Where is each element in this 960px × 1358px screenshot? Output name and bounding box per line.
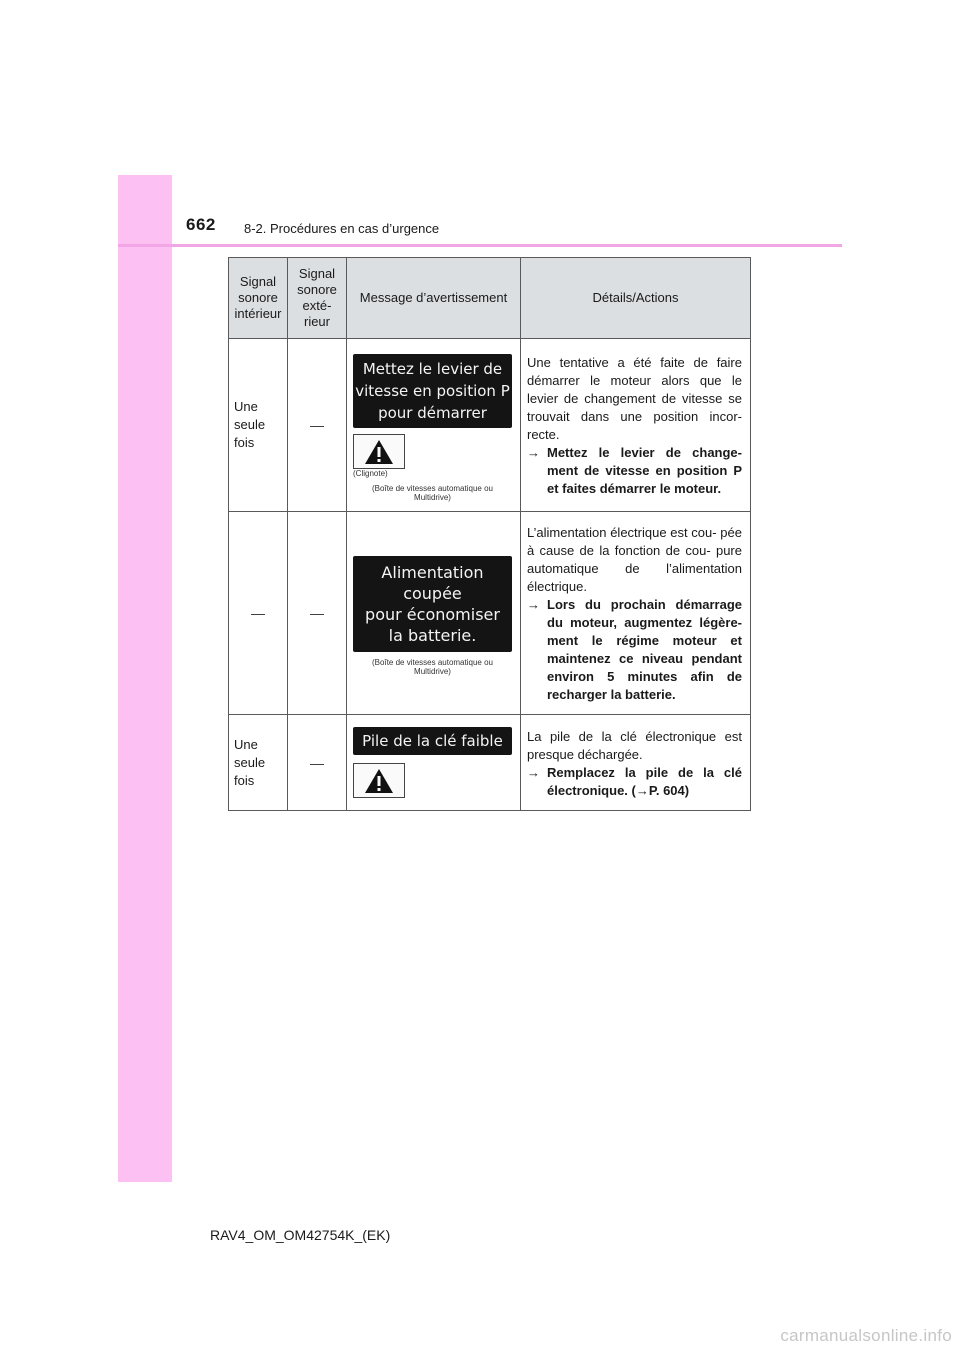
watermark: carmanualsonline.info — [780, 1326, 952, 1345]
action-item — [527, 764, 742, 800]
header-exterior-signal: Signal sonore exté- rieur — [288, 258, 347, 339]
section-title: 8-2. Procédures en cas d’urgence — [244, 221, 440, 236]
action-text: Lors du prochain démarrage du moteur, augmentez légère- ment le régime moteur et maintenez ce niveau pendant environ 5 minutes afin de recharger la batterie. — [547, 597, 742, 702]
exterior-signal-cell: — — [288, 715, 347, 811]
warning-display: Mettez le levier de vitesse en position P pour démarrer — [353, 354, 512, 428]
table-row — [229, 339, 751, 512]
details-cell — [521, 715, 751, 811]
flash-note: (Clignote) — [353, 469, 388, 478]
arrow-icon: → — [527, 445, 540, 460]
warning-triangle-icon — [353, 763, 405, 798]
details-description: Une tentative a été faite de faire démarrer le moteur alors que le levier de changement de vitesse se trouvait dans une position incor- recte. — [527, 355, 742, 442]
document-code: RAV4_OM_OM42754K_(EK) — [210, 1227, 391, 1243]
side-color-band — [118, 175, 172, 1182]
warning-display: Alimentation coupée pour économiser la batterie. — [353, 556, 512, 652]
action-text: Mettez le levier de change- ment de vitesse en position P et faites démarrer le moteur. — [547, 445, 742, 496]
warning-message-cell — [347, 715, 521, 811]
header-rule — [118, 244, 842, 247]
details-description: L’alimentation électrique est cou- pée à cause de la fonction de cou- pure automatique de l’alimentation électrique. — [527, 525, 742, 594]
warning-message-cell — [347, 512, 521, 715]
action-item — [527, 444, 742, 498]
exterior-signal-cell: — — [288, 512, 347, 715]
warning-triangle-icon — [353, 434, 405, 469]
page-number: 662 — [186, 215, 216, 234]
header-message: Message d’avertissement — [347, 258, 521, 339]
header-details: Détails/Actions — [521, 258, 751, 339]
interior-signal-cell: Une seule fois — [229, 339, 288, 512]
header-interior-signal: Signal sonore intérieur — [229, 258, 288, 339]
warning-table — [228, 257, 751, 811]
action-text: Remplacez la pile de la clé électronique. (→P. 604) — [547, 764, 742, 798]
details-description: La pile de la clé électronique est presque déchargée. — [527, 728, 742, 762]
table-row — [229, 512, 751, 715]
table-row — [229, 715, 751, 811]
details-cell — [521, 512, 751, 715]
interior-signal-cell: Une seule fois — [229, 715, 288, 811]
warning-display: Pile de la clé faible — [353, 727, 512, 755]
arrow-icon: → — [527, 764, 540, 780]
arrow-icon: → — [527, 597, 540, 612]
gearbox-note: (Boîte de vitesses automatique ou Multidrive) — [372, 484, 493, 502]
exterior-signal-cell: — — [288, 339, 347, 512]
details-cell — [521, 339, 751, 512]
warning-message-cell — [347, 339, 521, 512]
interior-signal-cell: — — [229, 512, 288, 715]
table-header-row — [229, 258, 751, 339]
action-item — [527, 596, 742, 704]
gearbox-note: (Boîte de vitesses automatique ou Multidrive) — [372, 658, 493, 676]
